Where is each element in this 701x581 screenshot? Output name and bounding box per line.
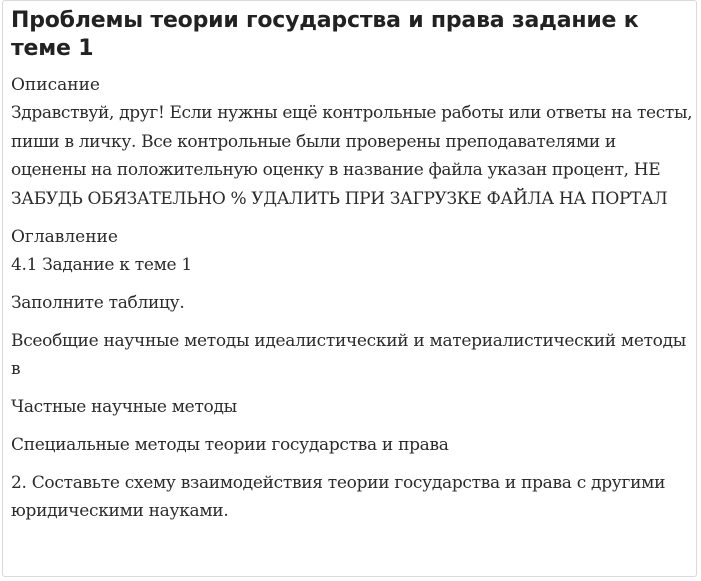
page-title: Проблемы теории государства и права задание к теме 1 [11,8,639,61]
contents-item-particular-methods: Частные научные методы [11,397,237,417]
contents-label: Оглавление [11,227,118,247]
contents-item-special-methods: Специальные методы теории государства и права [11,435,449,455]
contents-item-general-methods: Всеобщие научные методы идеалистический и материалистический методы в [11,331,687,379]
document-card [2,0,697,577]
description-label: Описание [11,75,100,95]
contents-item-fill-table: Заполните таблицу. [11,293,185,313]
description-text: Здравствуй, друг! Если нужны ещё контрольные работы или ответы на тесты, пиши в личку. Все контрольные были проверены преподавателями и оценены на положительную оценку в название файла указан процент, НЕ ЗАБУДЬ ОБЯЗАТЕЛЬНО % УДАЛИТЬ ПРИ ЗАГРУЗКЕ ФАЙЛА НА ПОРТАЛ [11,103,693,209]
contents-item-task: 4.1 Задание к теме 1 [11,255,192,275]
contents-item-scheme: 2. Составьте схему взаимодействия теории государства и права с другими юридическими науками. [11,473,666,521]
document-content [11,7,695,525]
